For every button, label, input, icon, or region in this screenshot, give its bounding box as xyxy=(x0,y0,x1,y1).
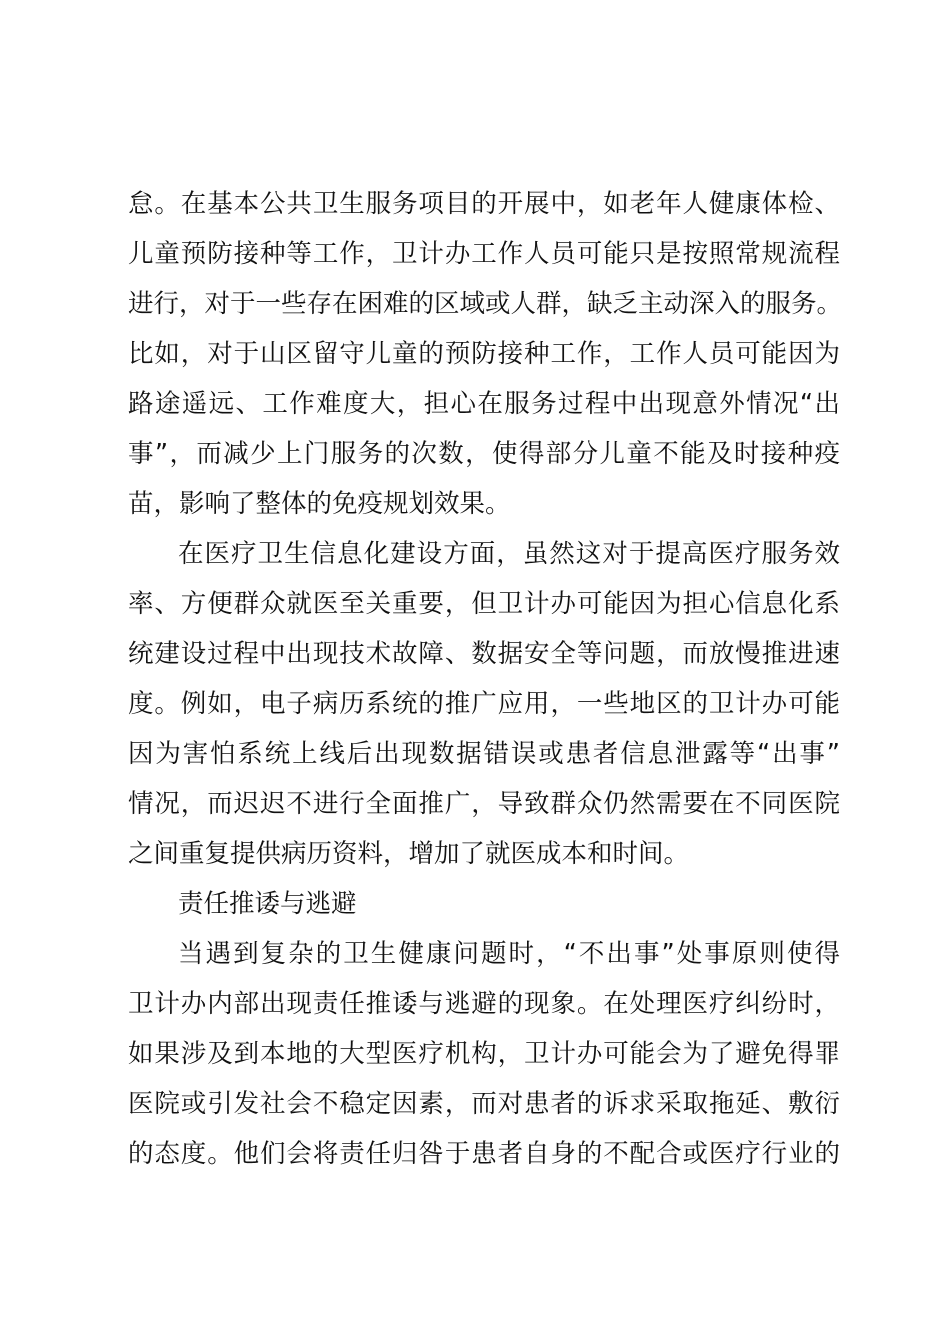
paragraph-3-line-3: 如果涉及到本地的大型医疗机构，卫计办可能会为了避免得罪 xyxy=(128,1039,840,1069)
paragraph-1-line-1: 怠。在基本公共卫生服务项目的开展中，如老年人健康体检、 xyxy=(128,189,840,219)
paragraph-2-line-2: 率、方便群众就医至关重要，但卫计办可能因为担心信息化系 xyxy=(128,589,840,619)
paragraph-1-line-4: 比如，对于山区留守儿童的预防接种工作，工作人员可能因为 xyxy=(128,339,840,369)
paragraph-2-line-5: 因为害怕系统上线后出现数据错误或患者信息泄露等“出事” xyxy=(128,739,840,769)
paragraph-2-line-6: 情况，而迟迟不进行全面推广，导致群众仍然需要在不同医院 xyxy=(128,789,840,819)
section-heading: 责任推诿与逃避 xyxy=(178,889,357,919)
paragraph-1-line-6: 事”，而减少上门服务的次数，使得部分儿童不能及时接种疫 xyxy=(128,439,840,469)
paragraph-1-line-3: 进行，对于一些存在困难的区域或人群，缺乏主动深入的服务。 xyxy=(128,289,843,319)
paragraph-3-line-1: 当遇到复杂的卫生健康问题时，“不出事”处事原则使得 xyxy=(178,939,840,969)
paragraph-1-line-7: 苗，影响了整体的免疫规划效果。 xyxy=(128,489,511,519)
paragraph-3-line-2: 卫计办内部出现责任推诿与逃避的现象。在处理医疗纠纷时， xyxy=(128,989,840,1019)
paragraph-2-line-4: 度。例如，电子病历系统的推广应用，一些地区的卫计办可能 xyxy=(128,689,840,719)
paragraph-1-line-5: 路途遥远、工作难度大，担心在服务过程中出现意外情况“出 xyxy=(128,389,840,419)
paragraph-2-line-1: 在医疗卫生信息化建设方面，虽然这对于提高医疗服务效 xyxy=(178,539,840,569)
paragraph-3-line-5: 的态度。他们会将责任归咎于患者自身的不配合或医疗行业的 xyxy=(128,1139,840,1169)
paragraph-3-line-4: 医院或引发社会不稳定因素，而对患者的诉求采取拖延、敷衍 xyxy=(128,1089,840,1119)
paragraph-2-line-7: 之间重复提供病历资料，增加了就医成本和时间。 xyxy=(128,839,690,869)
paragraph-2-line-3: 统建设过程中出现技术故障、数据安全等问题，而放慢推进速 xyxy=(128,639,840,669)
paragraph-1-line-2: 儿童预防接种等工作，卫计办工作人员可能只是按照常规流程 xyxy=(128,239,840,269)
